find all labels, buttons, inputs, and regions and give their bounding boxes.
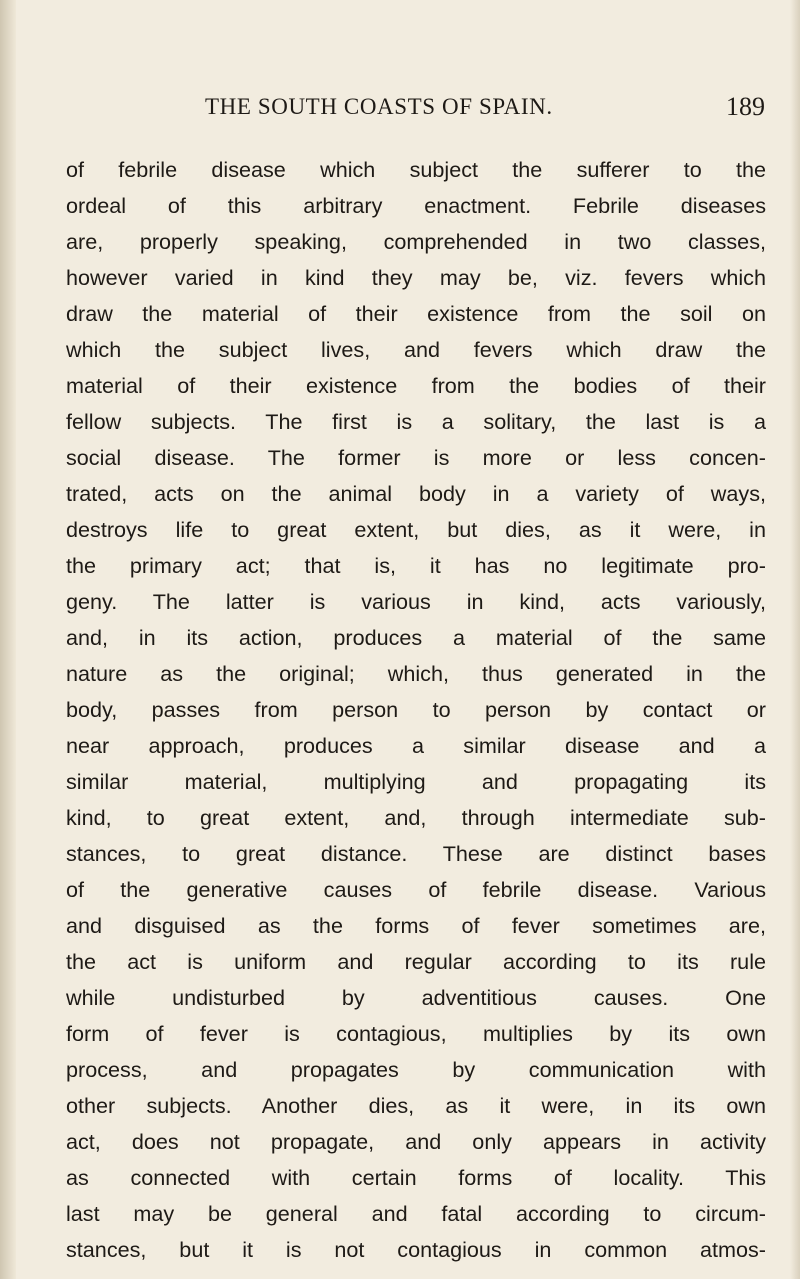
text-line: body, passes from person to person by contact or [66, 697, 766, 722]
text-line: form of fever is contagious, multiplies by its own [66, 1021, 766, 1046]
text-line: similar material, multiplying and propagating its [66, 769, 766, 794]
text-line: nature as the original; which, thus generated in the [66, 661, 766, 686]
text-line: and disguised as the forms of fever sometimes are, [66, 913, 766, 938]
text-line: social disease. The former is more or less concen- [66, 445, 766, 470]
text-line: the act is uniform and regular according to its rule [66, 949, 766, 974]
text-line: and, in its action, produces a material of the same [66, 625, 766, 650]
page-header [205, 88, 765, 128]
text-line: ordeal of this arbitrary enactment. Febrile diseases [66, 193, 766, 218]
text-line: last may be general and fatal according to circum- [66, 1201, 766, 1226]
text-line: process, and propagates by communication with [66, 1057, 766, 1082]
text-line: however varied in kind they may be, viz. fevers which [66, 265, 766, 290]
text-line: stances, to great distance. These are distinct bases [66, 841, 766, 866]
page-right-edge [790, 0, 800, 1279]
text-line: kind, to great extent, and, through intermediate sub- [66, 805, 766, 830]
text-line: stances, but it is not contagious in common atmos- [66, 1237, 766, 1262]
text-line: while undisturbed by adventitious causes. One [66, 985, 766, 1010]
text-line: as connected with certain forms of locality. This [66, 1165, 766, 1190]
text-line: are, properly speaking, comprehended in two classes, [66, 229, 766, 254]
text-line: which the subject lives, and fevers which draw the [66, 337, 766, 362]
page-number: 189 [726, 92, 765, 121]
text-line: geny. The latter is various in kind, acts variously, [66, 589, 766, 614]
text-line: fellow subjects. The first is a solitary, the last is a [66, 409, 766, 434]
text-line: destroys life to great extent, but dies, as it were, in [66, 517, 766, 542]
text-line: draw the material of their existence from the soil on [66, 301, 766, 326]
body-text [66, 152, 766, 1268]
running-head: THE SOUTH COASTS OF SPAIN. [205, 94, 553, 119]
text-line: material of their existence from the bodies of their [66, 373, 766, 398]
text-line: of febrile disease which subject the sufferer to the [66, 157, 766, 182]
text-line: trated, acts on the animal body in a variety of ways, [66, 481, 766, 506]
page-binding-edge [0, 0, 16, 1279]
text-line: other subjects. Another dies, as it were, in its own [66, 1093, 766, 1118]
text-line: near approach, produces a similar disease and a [66, 733, 766, 758]
text-line: of the generative causes of febrile disease. Various [66, 877, 766, 902]
text-line: act, does not propagate, and only appears in activity [66, 1129, 766, 1154]
text-line: the primary act; that is, it has no legitimate pro- [66, 553, 766, 578]
